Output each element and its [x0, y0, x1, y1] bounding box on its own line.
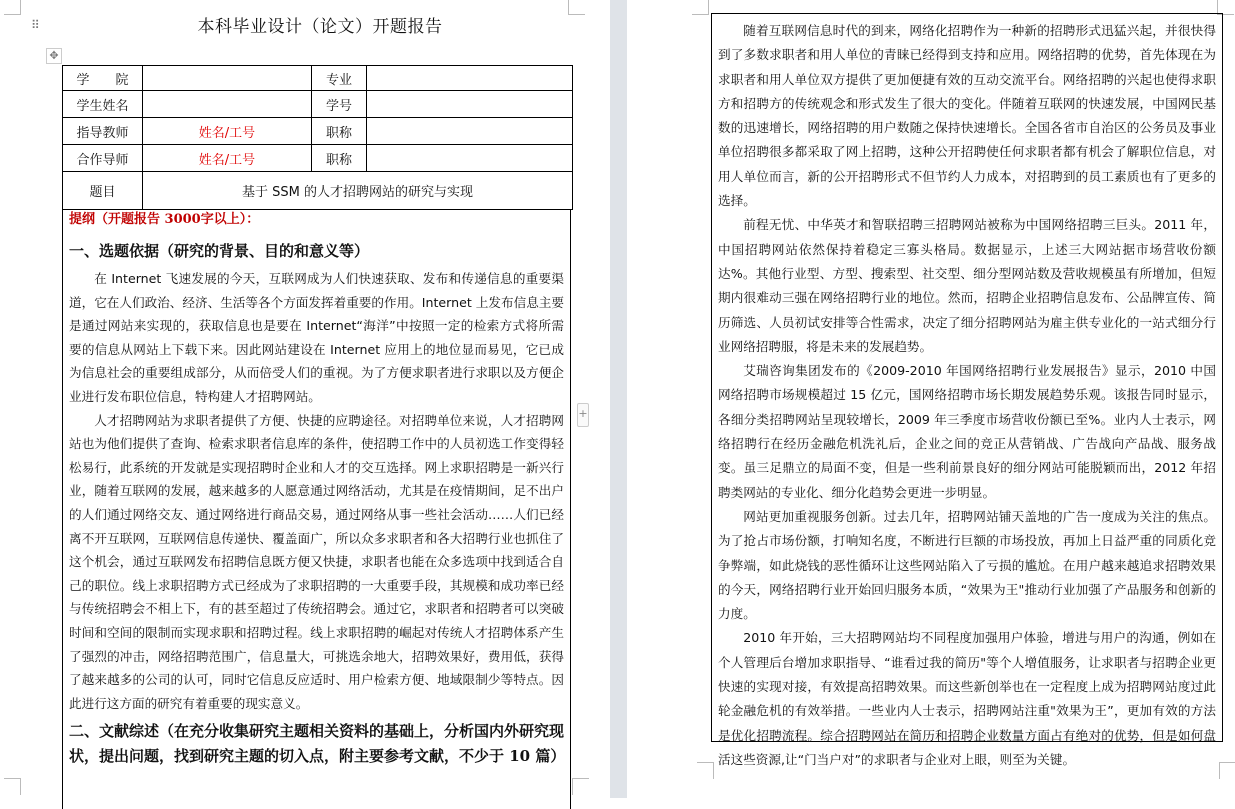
topic-label: 题目 — [63, 172, 143, 210]
coadvisor-title-label: 职称 — [312, 145, 367, 172]
advisor-title-label: 职称 — [312, 118, 367, 145]
page-corner-mark — [4, 778, 21, 795]
paragraph: 艾瑞咨询集团发布的《2009-2010 年国网络招聘行业发展报告》显示，2010 中国网络招聘市场规模超过 15 亿元，国网络招聘市场长期发展趋势乐观。该报告同时显示，各细分类招聘网站呈现较增长，2009 年三季度市场营收份额已至%。业内人士表示，网络招聘行在经历金融危机洗礼后，企业之间的竞正从营销战、广告战向产品战、服务战变。虽三足鼎立的局面不变，但是一些利前景良好的细分网站可能脱颖而出，2012 年招聘类网站的专业化、细分化趋势会更进一步明显。 — [718, 363, 1216, 500]
paragraph: 网站更加重视服务创新。过去几年，招聘网站铺天盖地的广告一度成为关注的焦点。为了抢占市场份额，打响知名度，不断进行巨额的市场投放，再加上日益严重的同质化竞争弊端，如此烧钱的恶性循环让这些网站陷入了亏损的尴尬。在用户越来越追求招聘效果的今天，网络招聘行业开始回归服务本质，“效果为王"推动行业加强了产品服务和创新的力度。 — [718, 508, 1216, 622]
major-label: 专业 — [312, 66, 367, 91]
coadvisor-label: 合作导师 — [63, 145, 143, 172]
student-id-label: 学号 — [312, 91, 367, 118]
coadvisor-title-field[interactable] — [367, 145, 573, 172]
section2-heading: 二、文献综述（在充分收集研究主题相关资料的基础上，分析国内外研究现状，提出问题，找到研究主题的切入点，附主要参考文献，不少于 10 篇） — [69, 722, 566, 766]
page-corner-mark — [1219, 762, 1235, 779]
advisor-field[interactable]: 姓名/工号 — [143, 118, 312, 145]
outline-cell[interactable] — [62, 209, 571, 809]
coadvisor-field[interactable]: 姓名/工号 — [143, 145, 312, 172]
document-page-1 — [0, 0, 610, 798]
student-name-label: 学生姓名 — [63, 91, 143, 118]
section1-heading: 一、选题依据（研究的背景、目的和意义等） — [69, 242, 370, 260]
topic-field[interactable]: 基于 SSM 的人才招聘网站的研究与实现 — [143, 172, 573, 210]
college-label: 学 院 — [63, 66, 143, 91]
student-name-field[interactable] — [143, 91, 312, 118]
drag-handle-icon[interactable]: ⠿ — [31, 18, 40, 32]
advisor-label: 指导教师 — [63, 118, 143, 145]
add-column-button[interactable]: + — [577, 403, 589, 427]
paragraph: 2010 年开始，三大招聘网站均不同程度加强用户体验，增进与用户的沟通，例如在个人管理后台增加求职指导、“谁看过我的简历"等个人增值服务，让求职者与招聘企业更快速的实现对接，有效提高招聘效果。而这些新创举也在一定程度上成为招聘网站度过此轮金融危机的有效举措。一些业内人士表示，招聘网站注重"效果为王”，更加有效的方法是优化招聘流程。综合招聘网站在简历和招聘企业数量方面占有绝对的优势，但是如何盘活这些资源,让“门当户对”的求职者与企业对上眼，则至为关键。 — [718, 630, 1216, 767]
paragraph: 在 Internet 飞速发展的今天，互联网成为人们快速获取、发布和传递信息的重要渠道，它在人们政治、经济、生活等各个方面发挥着重要的作用。Internet 上发布信息主要是通过网站来实现的，获取信息也是要在 Internet“海洋”中按照一定的检索方式将所需要的信息从网站上下载下来。因此网站建设在 Internet 应用上的地位显而易见，它已成为信息社会的重要组成部分，从而倍受人们的重视。为了方便求职者进行求职以及方便企业进行发布职位信息，特构建人才招聘网站。 — [69, 271, 564, 404]
page-corner-mark — [697, 762, 714, 779]
student-id-field[interactable] — [367, 91, 573, 118]
paragraph: 人才招聘网站为求职者提供了方便、快捷的应聘途径。对招聘单位来说，人才招聘网站也为他们提供了查询、检索求职者信息库的条件，使招聘工作中的人员初选工作变得轻松易行，此系统的开发就是实现招聘时企业和人才的交互选择。网上求职招聘是一新兴行业，随着互联网的发展，越来越多的人愿意通过网络活动，尤其是在疫情期间，足不出户的人们通过网络交友、通过网络进行商品交易，通过网络从事一些社会活动……人们已经离不开互联网，互联网信息传递快、覆盖面广，所以众多求职者和各大招聘行业也抓住了这个机会，通过互联网发布招聘信息既方便又快捷，求职者也能在众多选项中找到适合自己的职位。线上求职招聘方式已经成为了求职招聘的一大重要手段，其规模和成功率已经与传统招聘会不相上下，有的甚至超过了传统招聘会。通过它，求职者和招聘者可以突破时间和空间的限制而实现求职和招聘过程。线上求职招聘的崛起对传统人才招聘体系产生了强烈的冲击，网络招聘范围广，信息量大，可挑选余地大，招聘效果好，费用低，获得了越来越多的公司的认可，同时它信息反应适时、用户检索方便、地域限制少等特点。因此进行这方面的研究有着重要的现实意义。 — [69, 412, 564, 711]
paragraph: 随着互联网信息时代的到来，网络化招聘作为一种新的招聘形式迅猛兴起，并很快得到了多数求职者和用人单位的青睐已经得到支持和应用。网络招聘的优势，首先体现在为求职者和用人单位双方提供了更加便捷有效的互动交流平台。网络招聘的兴起也使得求职方和招聘方的传统观念和形式发生了很大的变化。伴随着互联网的快速发展，中国网民基数的迅速增长，网络招聘的用户数随之保持快速增长。全国各省市自治区的公务员及事业单位招聘很多都采取了网上招聘，这种公开招聘使任何求职者都有机会了解职位信息，对用人单位而言，新的公开招聘形式不但节约人力成本，对招聘到的员工素质也有了更多的选择。 — [718, 23, 1216, 209]
literature-review-cell[interactable] — [711, 13, 1223, 767]
document-title: 本科毕业设计（论文）开题报告 — [197, 17, 443, 37]
page-corner-mark — [572, 778, 589, 795]
table-move-handle-icon[interactable]: ✥ — [46, 48, 62, 64]
page-corner-mark — [692, 0, 709, 15]
info-table — [62, 65, 573, 210]
page-gap — [610, 0, 627, 798]
paragraph: 前程无忧、中华英才和智联招聘三招聘网站被称为中国网络招聘三巨头。2011 年，中国招聘网站依然保持着稳定三寡头格局。数据显示，上述三大网站据市场营收份额达%。其他行业型、方型、搜索型、社交型、细分型网站数及营收规模虽有所增加，但短期内很难动三强在网络招聘行业的地位。然而，招聘企业招聘信息发布、公品牌宣传、简历筛选、人员初试安排等合性需求，决定了细分招聘网站为雇主供专业化的一站式细分行业网络招聘服，将是未来的发展趋势。 — [718, 217, 1216, 354]
outline-note: 提纲（开题报告 3000字以上）： — [69, 212, 260, 227]
major-field[interactable] — [367, 66, 573, 91]
college-field[interactable] — [143, 66, 312, 91]
advisor-title-field[interactable] — [367, 118, 573, 145]
